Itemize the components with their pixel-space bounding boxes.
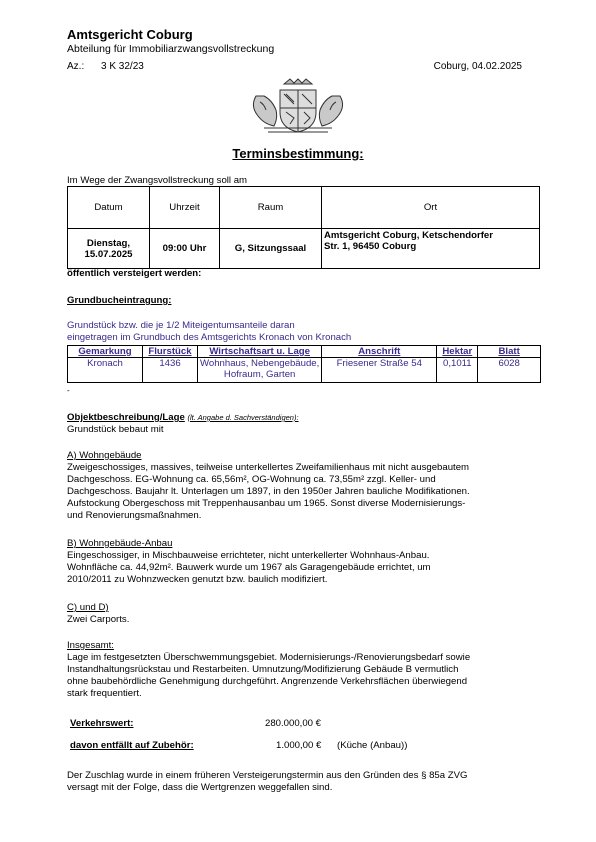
date-weekday: Dienstag, [86,237,131,249]
az-label: Az.: [67,61,85,72]
az-value: 3 K 32/23 [101,61,144,72]
section-a-line: Dachgeschoss. Baujahr lt. Unterlagen um 1897, in den 1950er Jahren bauliche Modifikationen. [67,486,470,497]
objekt-subline: Grundstück bebaut mit [67,424,164,435]
section-cd-text [67,614,537,626]
gb-header-hektar: Hektar [437,346,478,358]
section-insgesamt-line: Lage im festgesetzten Überschwemmungsgebiet. Modernisierungs-/Renovierungsbedarf sowie [67,652,471,663]
footer-line: Der Zuschlag wurde in einem früheren Versteigerungstermin aus den Gründen des § 85a ZVG [67,770,468,781]
gb-header-anschrift: Anschrift [322,346,437,358]
section-b-line: Eingeschossiger, in Mischbauweise errichteter, nicht unterkellerter Wohnhaus-Anbau. [67,550,430,561]
court-name: Amtsgericht Coburg [67,27,193,42]
section-cd-heading: C) und D) [67,602,109,613]
cell-ort [322,229,540,269]
intro-text: Im Wege der Zwangsvollstreckung soll am [67,175,248,186]
section-insgesamt-heading: Insgesamt: [67,640,114,651]
section-a-text [67,462,537,522]
place-line-1: Amtsgericht Coburg, Ketschendorfer [324,230,493,241]
gb-header-gemarkung: Gemarkung [68,346,143,358]
col-header-uhrzeit: Uhrzeit [150,187,220,229]
section-a-line: Aufstockung Obergeschoss mit Treppenhausanbau um 1965. Sonst diverse Modernisierungs- [67,498,466,509]
gb-cell-wirtschaftsart [198,358,322,383]
bavarian-coat-of-arms-icon [246,78,350,136]
gb-header-blatt: Blatt [478,346,541,358]
grundbuch-table [67,345,541,383]
grundbuch-line-2: eingetragen im Grundbuch des Amtsgerichts Kronach von Kronach [67,332,352,343]
section-b-text [67,550,537,586]
section-insgesamt-line: stark frequentiert. [67,688,142,699]
section-b-heading: B) Wohngebäude-Anbau [67,538,173,549]
zubehoer-note: (Küche (Anbau)) [337,740,408,751]
objekt-heading-note: (lt. Angabe d. Sachverständigen): [187,413,299,422]
col-header-ort: Ort [322,187,540,229]
footer-text [67,770,537,794]
gb-art-line-1: Wohnhaus, Nebengebäude, [200,358,320,369]
cell-uhrzeit: 09:00 Uhr [150,229,220,269]
gb-header-flurstueck: Flurstück [143,346,198,358]
gb-cell-hektar: 0,1011 [437,358,478,383]
section-a-line: Zweigeschossiges, massives, teilweise unterkellertes Zweifamilienhaus mit nicht ausgebautem [67,462,470,473]
section-insgesamt-line: ohne baubehördliche Genehmigung durchgeführt. Angrenzende Verkehrsflächen überwiegend [67,676,468,687]
section-a-heading: A) Wohngebäude [67,450,142,461]
page-title: Terminsbestimmung: [232,146,364,161]
section-insgesamt-text [67,652,537,700]
date-value: 15.07.2025 [84,248,133,260]
gb-cell-anschrift: Friesener Straße 54 [322,358,437,383]
section-b-line: 2010/2011 zu Wohnzwecken genutzt bzw. baulich modifiziert. [67,574,328,585]
cell-raum: G, Sitzungssaal [220,229,322,269]
col-header-datum: Datum [68,187,150,229]
department: Abteilung für Immobiliarzwangsvollstreckung [67,43,275,55]
footer-line: versagt mit der Folge, dass die Wertgrenzen weggefallen sind. [67,782,333,793]
after-table-text: öffentlich versteigert werden: [67,268,202,279]
place-line-2: Str. 1, 96450 Coburg [324,241,417,252]
gb-cell-flurstueck: 1436 [143,358,198,383]
grundbuch-line-1: Grundstück bzw. die je 1/2 Miteigentumsanteile daran [67,320,295,331]
verkehrswert-label: Verkehrswert: [70,718,134,729]
gb-art-line-2: Hofraum, Garten [223,369,296,380]
verkehrswert-value: 280.000,00 € [265,718,322,729]
term-table [67,186,540,269]
section-insgesamt-line: Instandhaltungsrückstau und Restarbeiten. Umnutzung/Modifizierung Gebäude B vermutlich [67,664,459,675]
objekt-heading: Objektbeschreibung/Lage [67,412,185,423]
section-b-line: Wohnfläche ca. 44,92m². Bauwerk wurde um 1967 als Garagengebäude errichtet, um [67,562,431,573]
section-a-line: und Renovierungsmaßnahmen. [67,510,202,521]
section-cd-line: Zwei Carports. [67,614,130,625]
col-header-raum: Raum [220,187,322,229]
grundbuch-dash: - [67,386,70,395]
zubehoer-value: 1.000,00 € [276,740,322,751]
gb-header-wirtschaftsart: Wirtschaftsart u. Lage [198,346,322,358]
zubehoer-label: davon entfällt auf Zubehör: [70,740,194,751]
grundbuch-heading: Grundbucheintragung: [67,295,172,306]
objekt-heading-row [67,412,299,423]
gb-cell-gemarkung: Kronach [68,358,143,383]
cell-datum [68,229,150,269]
gb-cell-blatt: 6028 [478,358,541,383]
place-date: Coburg, 04.02.2025 [433,61,522,72]
section-a-line: Dachgeschoss. EG-Wohnung ca. 65,56m², OG-Wohnung ca. 73,55m² zzgl. Keller- und [67,474,436,485]
